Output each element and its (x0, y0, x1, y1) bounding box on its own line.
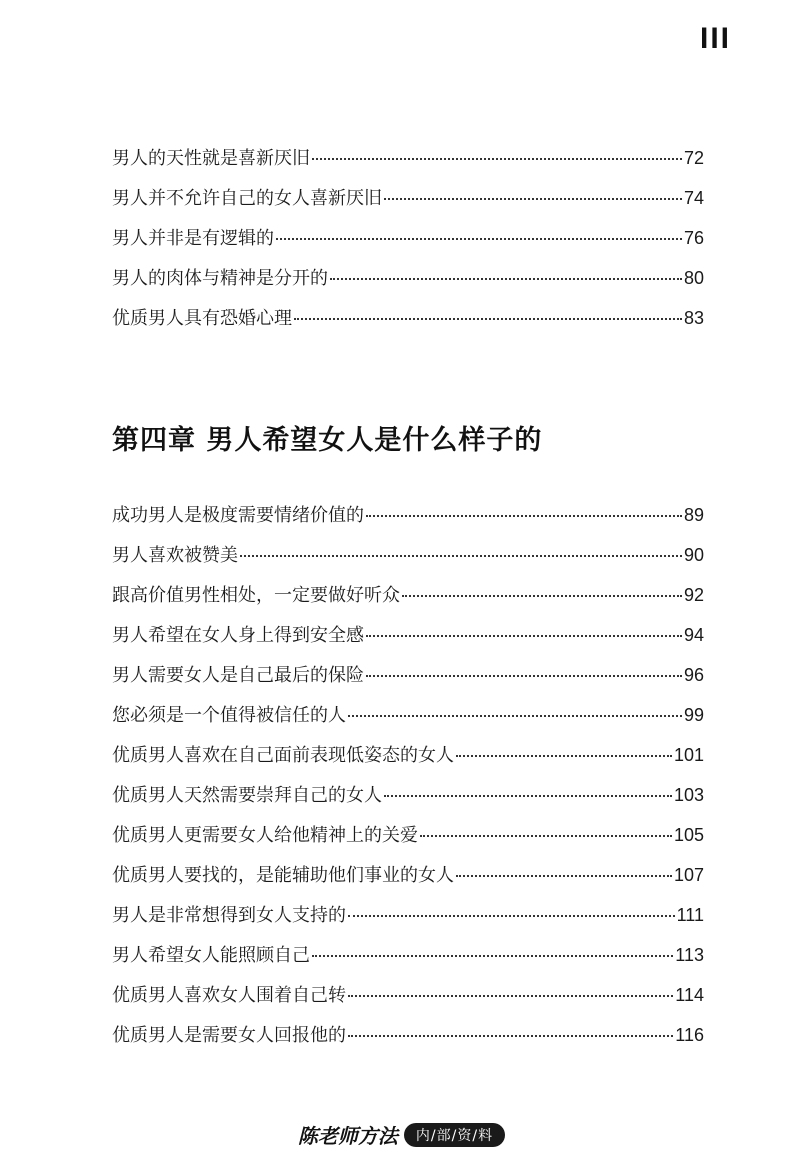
toc-entry-title: 男人并不允许自己的女人喜新厌旧 (112, 188, 382, 209)
toc-dot-leader (456, 875, 672, 877)
toc-entry-title: 优质男人喜欢女人围着自己转 (112, 985, 346, 1006)
toc-entry-page: 113 (675, 945, 704, 965)
toc-dot-leader (240, 555, 682, 557)
toc-entry-page: 101 (673, 745, 704, 765)
toc-entry[interactable] (112, 304, 704, 344)
toc-dot-leader (294, 318, 682, 320)
toc-entry-title: 优质男人具有恐婚心理 (112, 308, 292, 329)
toc-entry[interactable] (112, 901, 704, 941)
toc-entry-page: 116 (675, 1025, 704, 1045)
toc-entry-title: 跟高价值男性相处，一定要做好听众 (112, 585, 400, 606)
toc-entry[interactable] (112, 224, 704, 264)
toc-dot-leader (312, 955, 673, 957)
toc-dot-leader (456, 755, 672, 757)
toc-entry-page: 105 (673, 825, 704, 845)
toc-entry[interactable] (112, 1021, 704, 1061)
toc-entry-title: 男人希望在女人身上得到安全感 (112, 625, 364, 646)
toc-entry-page: 111 (676, 905, 704, 925)
footer-badge: 内/部/资/料 (404, 1123, 505, 1147)
toc-entry-page: 80 (683, 268, 704, 288)
toc-dot-leader (330, 278, 682, 280)
toc-entry-title: 男人需要女人是自己最后的保险 (112, 665, 364, 686)
toc-section-1 (112, 144, 704, 344)
toc-entry-page: 107 (673, 865, 704, 885)
toc-entry-title: 优质男人喜欢在自己面前表现低姿态的女人 (112, 745, 454, 766)
toc-entry-title: 成功男人是极度需要情绪价值的 (112, 505, 364, 526)
toc-entry-page: 72 (683, 148, 704, 168)
toc-entry-title: 男人的天性就是喜新厌旧 (112, 148, 310, 169)
toc-dot-leader (402, 595, 682, 597)
toc-entry-page: 76 (683, 228, 704, 248)
toc-dot-leader (276, 238, 682, 240)
toc-entry-page: 96 (683, 665, 704, 685)
page-number: III (700, 22, 732, 55)
toc-dot-leader (366, 515, 682, 517)
chapter-heading: 第四章 男人希望女人是什么样子的 (112, 425, 543, 456)
toc-dot-leader (348, 1035, 673, 1037)
toc-entry[interactable] (112, 941, 704, 981)
toc-entry-title: 男人是非常想得到女人支持的 (112, 905, 346, 926)
toc-entry[interactable] (112, 541, 704, 581)
toc-entry[interactable] (112, 981, 704, 1021)
toc-entry-page: 99 (683, 705, 704, 725)
toc-entry-title: 男人并非是有逻辑的 (112, 228, 274, 249)
toc-entry-page: 74 (683, 188, 704, 208)
toc-entry[interactable] (112, 741, 704, 781)
toc-dot-leader (384, 198, 682, 200)
toc-entry[interactable] (112, 621, 704, 661)
toc-entry-page: 89 (683, 505, 704, 525)
toc-dot-leader (366, 635, 682, 637)
toc-entry[interactable] (112, 821, 704, 861)
toc-entry-title: 优质男人要找的，是能辅助他们事业的女人 (112, 865, 454, 886)
toc-dot-leader (348, 995, 673, 997)
footer-brand: 陈老师方法 (297, 1124, 398, 1148)
toc-entry[interactable] (112, 581, 704, 621)
toc-dot-leader (348, 715, 682, 717)
toc-entry[interactable] (112, 861, 704, 901)
toc-entry-title: 优质男人更需要女人给他精神上的关爱 (112, 825, 418, 846)
toc-entry-page: 94 (683, 625, 704, 645)
toc-dot-leader (384, 795, 672, 797)
toc-entry[interactable] (112, 184, 704, 224)
toc-dot-leader (348, 915, 675, 917)
toc-entry-title: 男人喜欢被赞美 (112, 545, 238, 566)
toc-entry-title: 您必须是一个值得被信任的人 (112, 705, 346, 726)
toc-entry-title: 男人希望女人能照顾自己 (112, 945, 310, 966)
toc-entry[interactable] (112, 661, 704, 701)
toc-entry-title: 优质男人是需要女人回报他的 (112, 1025, 346, 1046)
toc-entry[interactable] (112, 501, 704, 541)
toc-entry[interactable] (112, 144, 704, 184)
toc-entry-page: 90 (683, 545, 704, 565)
toc-entry[interactable] (112, 781, 704, 821)
toc-entry-page: 114 (675, 985, 704, 1005)
toc-dot-leader (420, 835, 672, 837)
toc-entry-title: 男人的肉体与精神是分开的 (112, 268, 328, 289)
toc-dot-leader (366, 675, 682, 677)
toc-entry-page: 83 (683, 308, 704, 328)
toc-entry-page: 92 (683, 585, 704, 605)
toc-entry[interactable] (112, 701, 704, 741)
toc-entry-title: 优质男人天然需要崇拜自己的女人 (112, 785, 382, 806)
toc-dot-leader (312, 158, 682, 160)
page-footer (0, 1120, 803, 1149)
toc-section-2 (112, 501, 704, 1061)
toc-entry-page: 103 (673, 785, 704, 805)
toc-entry[interactable] (112, 264, 704, 304)
